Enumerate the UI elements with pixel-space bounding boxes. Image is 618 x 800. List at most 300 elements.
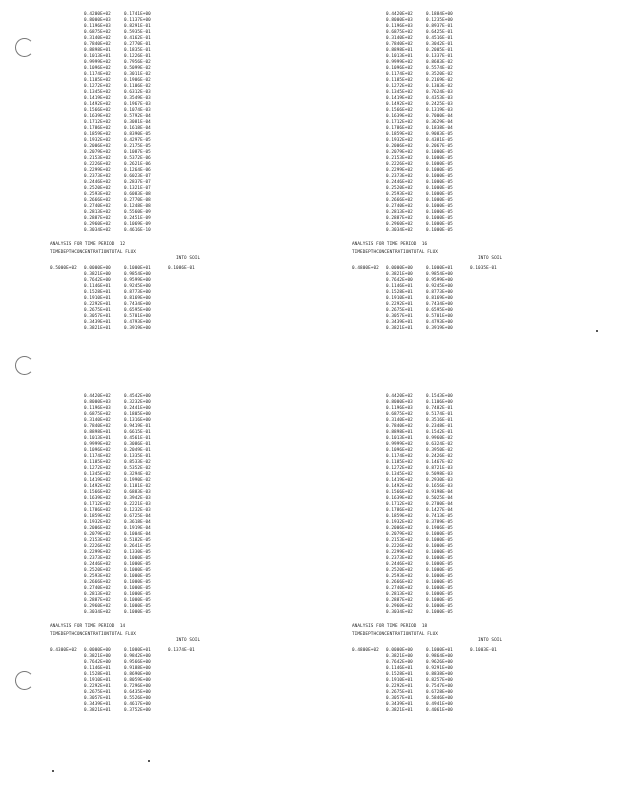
concentration-cell: 0.1000E-05 (426, 162, 453, 167)
concentration-cell: 0.5099E-02 (124, 66, 151, 71)
depth-cell: 0.8000E+03 (84, 400, 111, 405)
concentration-cell: 0.1838E-04 (426, 126, 453, 131)
depth-cell: 0.2675E+01 (84, 308, 111, 313)
concentration-cell: 0.1264E-06 (124, 168, 151, 173)
depth-cell: 0.2446E+02 (386, 562, 413, 567)
time-header: TIME (352, 250, 363, 255)
depth-cell: 0.3140E+02 (386, 36, 413, 41)
concentration-cell: 0.1000E-05 (426, 216, 453, 221)
depth-cell: 0.1492E+02 (84, 102, 111, 107)
concentration-cell: 0.1990E-02 (124, 478, 151, 483)
concentration-cell: 0.1004E-04 (124, 532, 151, 537)
total-flux-header: TOTAL FLUX (411, 250, 438, 255)
depth-cell: 0.1528E+01 (386, 672, 413, 677)
concentration-cell: 0.1000E-05 (426, 598, 453, 603)
total-flux-subheader: INTO SOIL (176, 256, 201, 261)
concentration-cell: 0.9419E-01 (124, 424, 151, 429)
concentration-cell: 0.2175E-05 (124, 144, 151, 149)
concentration-cell: 0.5098E-03 (426, 472, 453, 477)
concentration-cell: 0.8390E-05 (124, 132, 151, 137)
depth-cell: 0.1013E+01 (386, 54, 413, 59)
depth-cell: 0.1146E+01 (386, 666, 413, 671)
concentration-cell: 0.6728E+00 (426, 690, 453, 695)
depth-cell: 0.2960E+02 (84, 222, 111, 227)
concentration-cell: 0.3086E-01 (124, 442, 151, 447)
concentration-cell: 0.4381E-05 (426, 138, 453, 143)
depth-cell: 0.1786E+02 (386, 126, 413, 131)
concentration-cell: 0.9198E-04 (426, 490, 453, 495)
total-flux-subheader: INTO SOIL (176, 638, 201, 643)
concentration-cell: 0.1000E-05 (426, 174, 453, 179)
concentration-cell: 0.2451E-09 (124, 216, 151, 221)
concentration-cell: 0.6435E+00 (124, 690, 151, 695)
concentration-cell: 0.2770E-01 (124, 42, 151, 47)
concentration-cell: 0.1000E-05 (124, 574, 151, 579)
depth-cell: 0.2226E+02 (84, 544, 111, 549)
concentration-cell: 0.8169E+00 (124, 296, 151, 301)
concentration-cell: 0.8291E-01 (124, 24, 151, 29)
concentration-cell: 0.5372E-06 (124, 156, 151, 161)
concentration-cell: 0.5174E-01 (426, 412, 453, 417)
concentration-cell: 0.3011E-02 (124, 72, 151, 77)
depth-cell: 0.2593E+02 (84, 574, 111, 579)
depth-cell: 0.1932E+02 (386, 138, 413, 143)
concentration-cell: 0.4516E-01 (426, 36, 453, 41)
concentration-cell: 0.3042E-01 (426, 42, 453, 47)
total-flux-cell: 0.1035E-01 (470, 266, 497, 271)
depth-cell: 0.1174E+02 (84, 454, 111, 459)
depth-cell: 0.3140E+02 (84, 418, 111, 423)
concentration-cell: 0.6083E-08 (124, 192, 151, 197)
concentration-cell: 0.2221E-03 (124, 502, 151, 507)
concentration-cell: 0.3789E-05 (426, 520, 453, 525)
depth-cell: 0.2446E+02 (386, 180, 413, 185)
concentration-cell: 0.1427E-04 (426, 508, 453, 513)
depth-cell: 0.2666E+02 (386, 580, 413, 585)
depth-cell: 0.2292E+01 (84, 302, 111, 307)
concentration-cell: 0.1000E-05 (426, 228, 453, 233)
depth-cell: 0.3140E+02 (84, 36, 111, 41)
depth-cell: 0.2520E+02 (386, 186, 413, 191)
depth-cell: 0.1528E+01 (84, 290, 111, 295)
concentration-cell: 0.4793E+00 (124, 320, 151, 325)
concentration-cell: 0.7434E+00 (426, 302, 453, 307)
depth-cell: 0.2740E+02 (84, 586, 111, 591)
concentration-header: CONCENTRATION (74, 250, 110, 255)
depth-cell: 0.3821E+01 (386, 708, 413, 713)
depth-cell: 0.9999E+02 (84, 442, 111, 447)
depth-cell: 0.1419E+02 (84, 478, 111, 483)
concentration-cell: 0.6595E+00 (426, 308, 453, 313)
depth-cell: 0.1786E+02 (84, 508, 111, 513)
concentration-cell: 0.7956E-02 (124, 60, 151, 65)
depth-cell: 0.1639E+02 (386, 114, 413, 119)
concentration-cell: 0.3618E-04 (124, 520, 151, 525)
concentration-cell: 0.1000E-05 (426, 550, 453, 555)
concentration-cell: 0.8683E-02 (426, 60, 453, 65)
time-cell: 0.4300E+02 (50, 648, 77, 653)
concentration-cell: 0.4561E-01 (124, 436, 151, 441)
concentration-cell: 0.1000E-05 (426, 192, 453, 197)
depth-cell: 0.1185E+02 (84, 460, 111, 465)
depth-cell: 0.8000E+03 (84, 18, 111, 23)
concentration-cell: 0.3520E-02 (426, 72, 453, 77)
scan-speck (596, 330, 598, 332)
concentration-cell: 0.1321E-07 (124, 186, 151, 191)
concentration-cell: 0.1000E-05 (124, 610, 151, 615)
concentration-cell: 0.8838E+00 (426, 672, 453, 677)
depth-cell: 0.2960E+02 (386, 604, 413, 609)
concentration-header: CONCENTRATION (376, 250, 412, 255)
concentration-cell: 0.9854E+00 (426, 272, 453, 277)
depth-cell: 0.2666E+02 (84, 580, 111, 585)
concentration-cell: 0.4941E+00 (426, 702, 453, 707)
total-flux-cell: 0.1003E-01 (470, 648, 497, 653)
depth-cell: 0.2299E+02 (84, 168, 111, 173)
depth-cell: 0.1712E+02 (84, 120, 111, 125)
depth-cell: 0.1419E+02 (386, 96, 413, 101)
concentration-cell: 0.1000E+01 (124, 266, 151, 271)
depth-cell: 0.2666E+02 (84, 198, 111, 203)
depth-cell: 0.2373E+02 (386, 174, 413, 179)
depth-cell: 0.1639E+02 (84, 114, 111, 119)
concentration-cell: 0.1000E-05 (124, 592, 151, 597)
depth-cell: 0.1185E+02 (84, 78, 111, 83)
depth-cell: 0.2813E+02 (84, 210, 111, 215)
depth-cell: 0.1492E+02 (84, 484, 111, 489)
concentration-cell: 0.4616E-10 (124, 228, 151, 233)
depth-cell: 0.1492E+02 (386, 484, 413, 489)
depth-cell: 0.1096E+02 (84, 66, 111, 71)
concentration-cell: 0.1000E-05 (426, 592, 453, 597)
time-cell: 0.5000E+02 (50, 266, 77, 271)
depth-header: DEPTH (362, 250, 377, 255)
depth-cell: 0.3140E+02 (386, 418, 413, 423)
concentration-cell: 0.2005E-01 (426, 48, 453, 53)
depth-cell: 0.1712E+02 (386, 120, 413, 125)
depth-cell: 0.2887E+02 (84, 216, 111, 221)
depth-cell: 0.7840E+02 (386, 42, 413, 47)
depth-cell: 0.3821E+00 (84, 272, 111, 277)
depth-cell: 0.2813E+02 (386, 210, 413, 215)
concentration-cell: 0.1000E-05 (124, 568, 151, 573)
depth-cell: 0.1345E+02 (386, 90, 413, 95)
concentration-cell: 0.5574E-02 (426, 66, 453, 71)
depth-cell: 0.2226E+02 (84, 162, 111, 167)
depth-cell: 0.2740E+02 (386, 204, 413, 209)
concentration-cell: 0.8533E-02 (124, 460, 151, 465)
concentration-cell: 0.1000E+01 (426, 648, 453, 653)
depth-cell: 0.8898E+01 (386, 430, 413, 435)
depth-header: DEPTH (60, 250, 75, 255)
depth-cell: 0.8000E+03 (386, 400, 413, 405)
concentration-cell: 0.5526E+00 (124, 696, 151, 701)
concentration-cell: 0.2049E-01 (124, 448, 151, 453)
depth-cell: 0.3034E+02 (84, 610, 111, 615)
concentration-cell: 0.1000E-05 (426, 568, 453, 573)
concentration-cell: 0.5935E-01 (124, 30, 151, 35)
concentration-cell: 0.1000E-05 (426, 204, 453, 209)
concentration-cell: 0.3081E-04 (124, 120, 151, 125)
period-heading: ANALYSIS FOR TIME PERIOD 14 (50, 624, 126, 629)
concentration-cell: 0.4353E-03 (426, 96, 453, 101)
depth-cell: 0.1910E+01 (386, 678, 413, 683)
concentration-cell: 0.1741E+00 (124, 12, 151, 17)
concentration-cell: 0.7482E-01 (426, 406, 453, 411)
concentration-cell: 0.9854E+00 (124, 272, 151, 277)
depth-cell: 0.1096E+02 (84, 448, 111, 453)
concentration-cell: 0.4162E-01 (124, 36, 151, 41)
depth-cell: 0.8898E+01 (84, 48, 111, 53)
depth-cell: 0.2593E+02 (386, 192, 413, 197)
concentration-cell: 0.1000E-05 (426, 544, 453, 549)
concentration-cell: 0.9245E+00 (124, 284, 151, 289)
concentration-cell: 0.8773E+00 (426, 290, 453, 295)
depth-cell: 0.2675E+01 (84, 690, 111, 695)
depth-cell: 0.7840E+02 (84, 42, 111, 47)
depth-cell: 0.3057E+01 (84, 314, 111, 319)
period-heading: ANALYSIS FOR TIME PERIOD 12 (50, 242, 126, 247)
depth-cell: 0.6875E+02 (386, 412, 413, 417)
concentration-cell: 0.1000E-05 (426, 222, 453, 227)
depth-cell: 0.2006E+02 (386, 526, 413, 531)
concentration-cell: 0.1542E-01 (426, 430, 453, 435)
concentration-cell: 0.3950E-02 (426, 448, 453, 453)
depth-cell: 0.1528E+01 (84, 672, 111, 677)
concentration-cell: 0.1000E-05 (426, 586, 453, 591)
depth-cell: 0.2813E+02 (84, 592, 111, 597)
depth-cell: 0.3821E+01 (386, 326, 413, 331)
concentration-cell: 0.9864E+00 (426, 654, 453, 659)
concentration-cell: 0.1335E-01 (124, 454, 151, 459)
depth-cell: 0.3821E+00 (386, 272, 413, 277)
concentration-cell: 0.1000E-05 (426, 180, 453, 185)
concentration-cell: 0.9626E+00 (426, 660, 453, 665)
depth-cell: 0.1859E+02 (84, 132, 111, 137)
time-header: TIME (50, 632, 61, 637)
concentration-cell: 0.2425E-03 (426, 102, 453, 107)
concentration-cell: 0.5701E+00 (124, 314, 151, 319)
depth-cell: 0.2675E+01 (386, 690, 413, 695)
depth-cell: 0.3439E+01 (84, 320, 111, 325)
depth-cell: 0.1910E+01 (84, 678, 111, 683)
depth-cell: 0.1013E+01 (84, 54, 111, 59)
total-flux-subheader: INTO SOIL (478, 256, 503, 261)
concentration-cell: 0.1906E-05 (426, 526, 453, 531)
concentration-cell: 0.8721E-03 (426, 466, 453, 471)
concentration-cell: 0.1181E-02 (124, 484, 151, 489)
concentration-cell: 0.1000E-05 (124, 580, 151, 585)
concentration-cell: 0.7624E-03 (426, 90, 453, 95)
concentration-cell: 0.1106E+00 (426, 400, 453, 405)
concentration-cell: 0.1316E+00 (124, 418, 151, 423)
depth-cell: 0.7642E+00 (84, 660, 111, 665)
depth-cell: 0.2960E+02 (84, 604, 111, 609)
depth-cell: 0.3057E+01 (84, 696, 111, 701)
depth-cell: 0.7840E+02 (386, 424, 413, 429)
concentration-cell: 0.1467E-02 (426, 460, 453, 465)
period-heading: ANALYSIS FOR TIME PERIOD 18 (352, 624, 428, 629)
depth-cell: 0.2373E+02 (84, 174, 111, 179)
depth-cell: 0.2446E+02 (84, 180, 111, 185)
depth-cell: 0.1174E+02 (84, 72, 111, 77)
depth-cell: 0.2740E+02 (84, 204, 111, 209)
time-cell: 0.4800E+02 (352, 648, 379, 653)
concentration-cell: 0.1000E-05 (426, 610, 453, 615)
depth-cell: 0.1932E+02 (84, 138, 111, 143)
depth-cell: 0.2887E+02 (84, 598, 111, 603)
concentration-cell: 0.4793E+00 (426, 320, 453, 325)
depth-cell: 0.2299E+02 (386, 550, 413, 555)
concentration-cell: 0.9291E+00 (426, 666, 453, 671)
concentration-cell: 0.1000E-05 (124, 586, 151, 591)
depth-cell: 0.6875E+02 (84, 412, 111, 417)
depth-cell: 0.2593E+02 (386, 574, 413, 579)
scan-speck (148, 760, 150, 762)
concentration-cell: 0.1000E-05 (426, 168, 453, 173)
depth-cell: 0.1096E+02 (386, 66, 413, 71)
depth-cell: 0.1146E+01 (386, 284, 413, 289)
concentration-cell: 0.1618E-04 (124, 126, 151, 131)
depth-cell: 0.2666E+02 (386, 198, 413, 203)
time-header: TIME (352, 632, 363, 637)
concentration-cell: 0.5792E-04 (124, 114, 151, 119)
concentration-cell: 0.1000E-05 (426, 186, 453, 191)
concentration-cell: 0.1137E+00 (124, 18, 151, 23)
depth-cell: 0.1712E+02 (386, 502, 413, 507)
depth-cell: 0.6875E+02 (386, 30, 413, 35)
concentration-cell: 0.1000E-05 (426, 156, 453, 161)
concentration-header: CONCENTRATION (376, 632, 412, 637)
output-block-bottom-left (50, 394, 214, 714)
concentration-cell: 0.1087E-05 (124, 150, 151, 155)
concentration-cell: 0.1000E-05 (124, 598, 151, 603)
depth-cell: 0.1639E+02 (386, 496, 413, 501)
concentration-cell: 0.1000E-05 (426, 150, 453, 155)
concentration-cell: 0.1330E-05 (124, 550, 151, 555)
depth-cell: 0.9999E+02 (84, 60, 111, 65)
depth-cell: 0.2813E+02 (386, 592, 413, 597)
concentration-cell: 0.5352E-02 (124, 466, 151, 471)
depth-cell: 0.0000E+00 (386, 266, 413, 271)
depth-cell: 0.2079E+02 (386, 150, 413, 155)
concentration-cell: 0.4617E+00 (124, 702, 151, 707)
depth-cell: 0.3439E+01 (386, 320, 413, 325)
concentration-cell: 0.3919E+00 (426, 326, 453, 331)
depth-cell: 0.3821E+01 (84, 708, 111, 713)
concentration-cell: 0.5701E+00 (426, 314, 453, 319)
total-flux-cell: 0.1374E-01 (168, 648, 195, 653)
depth-cell: 0.2520E+02 (84, 568, 111, 573)
output-block-top-left (50, 12, 214, 332)
depth-cell: 0.1932E+02 (84, 520, 111, 525)
depth-cell: 0.9999E+02 (386, 442, 413, 447)
depth-cell: 0.0000E+00 (84, 266, 111, 271)
depth-cell: 0.1196E+03 (386, 406, 413, 411)
depth-cell: 0.1528E+01 (386, 290, 413, 295)
concentration-cell: 0.1000E-05 (426, 604, 453, 609)
concentration-cell: 0.1835E-01 (124, 48, 151, 53)
spacer (50, 234, 214, 242)
depth-cell: 0.1174E+02 (386, 454, 413, 459)
concentration-cell: 0.1656E-03 (426, 484, 453, 489)
concentration-cell: 0.6425E-01 (426, 30, 453, 35)
spacer (50, 616, 214, 624)
depth-cell: 0.2446E+02 (84, 562, 111, 567)
depth-cell: 0.2006E+02 (84, 526, 111, 531)
concentration-cell: 0.8937E-01 (426, 24, 453, 29)
concentration-cell: 0.9599E+00 (124, 278, 151, 283)
depth-cell: 0.1910E+01 (386, 296, 413, 301)
concentration-cell: 0.5560E-09 (124, 210, 151, 215)
data-row (352, 326, 516, 332)
concentration-cell: 0.9083E-05 (426, 132, 453, 137)
concentration-cell: 0.1543E+00 (426, 394, 453, 399)
depth-cell: 0.2960E+02 (386, 222, 413, 227)
depth-cell: 0.7642E+00 (386, 278, 413, 283)
depth-cell: 0.3057E+01 (386, 314, 413, 319)
total-flux-header: TOTAL FLUX (109, 632, 136, 637)
concentration-cell: 0.6595E+00 (124, 308, 151, 313)
data-row (50, 326, 214, 332)
concentration-cell: 0.8690E+00 (124, 672, 151, 677)
depth-cell: 0.9999E+02 (386, 60, 413, 65)
concentration-cell: 0.1000E-05 (124, 604, 151, 609)
depth-cell: 0.1196E+03 (84, 24, 111, 29)
depth-cell: 0.0000E+00 (84, 648, 111, 653)
time-cell: 0.4800E+02 (352, 266, 379, 271)
depth-cell: 0.1345E+02 (386, 472, 413, 477)
output-block-top-right (352, 12, 516, 332)
depth-cell: 0.1174E+02 (386, 72, 413, 77)
scan-speck (52, 770, 54, 772)
depth-cell: 0.1196E+03 (84, 406, 111, 411)
depth-cell: 0.2153E+02 (386, 538, 413, 543)
depth-cell: 0.1185E+02 (386, 78, 413, 83)
depth-cell: 0.1786E+02 (84, 126, 111, 131)
depth-cell: 0.3034E+02 (84, 228, 111, 233)
concentration-cell: 0.2770E-08 (124, 198, 151, 203)
depth-cell: 0.1566E+02 (386, 108, 413, 113)
depth-cell: 0.4420E+02 (386, 12, 413, 17)
depth-cell: 0.1146E+01 (84, 666, 111, 671)
concentration-cell: 0.8169E+00 (426, 296, 453, 301)
concentration-cell: 0.2700E-04 (426, 502, 453, 507)
concentration-cell: 0.8059E+00 (124, 678, 151, 683)
depth-cell: 0.1859E+02 (386, 132, 413, 137)
concentration-cell: 0.7547E+00 (426, 684, 453, 689)
concentration-cell: 0.3232E+00 (124, 400, 151, 405)
depth-cell: 0.2299E+02 (84, 550, 111, 555)
concentration-cell: 0.2641E-05 (124, 544, 151, 549)
concentration-cell: 0.1919E-04 (124, 526, 151, 531)
concentration-cell: 0.4297E-05 (124, 138, 151, 143)
concentration-cell: 0.1248E-08 (124, 204, 151, 209)
concentration-cell: 0.4542E+00 (124, 394, 151, 399)
spacer (352, 234, 516, 242)
concentration-cell: 0.3919E+00 (124, 326, 151, 331)
depth-cell: 0.2079E+02 (84, 150, 111, 155)
concentration-cell: 0.1069E-09 (124, 222, 151, 227)
depth-cell: 0.2292E+01 (386, 302, 413, 307)
depth-cell: 0.1712E+02 (84, 502, 111, 507)
depth-cell: 0.1419E+02 (84, 96, 111, 101)
total-flux-header: TOTAL FLUX (109, 250, 136, 255)
depth-cell: 0.2153E+02 (84, 156, 111, 161)
concentration-cell: 0.3752E+00 (124, 708, 151, 713)
concentration-cell: 0.1232E-03 (124, 508, 151, 513)
depth-cell: 0.7642E+00 (386, 660, 413, 665)
